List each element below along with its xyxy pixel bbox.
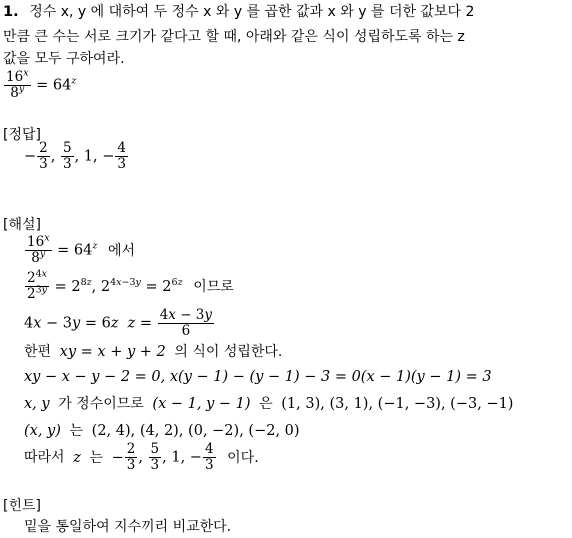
xy-eun: 은 — [259, 396, 273, 412]
hint-text: 밑을 통일하여 지수끼리 비교한다. — [24, 519, 232, 535]
solution-step-6 — [24, 395, 513, 413]
final-pre: 따라서 — [24, 449, 65, 466]
hanpyeon-tail: 의 식이 성립한다. — [174, 344, 283, 360]
problem-number: 1. — [3, 4, 19, 20]
solution-step-7 — [24, 422, 300, 440]
xy-vals: (1, 3), (3, 1), (−1, −3), (−3, −1) — [281, 396, 514, 412]
word-hanpyeon: 한편 — [24, 344, 52, 360]
solution-step-4 — [24, 343, 282, 361]
pairs-pre: (x, y) — [24, 423, 61, 439]
solution-heading: [해설] — [3, 217, 41, 233]
final-z: z — [73, 449, 81, 466]
problem-line-3: 값을 모두 구하여라. — [3, 51, 125, 67]
hint-heading: [힌트] — [3, 498, 41, 514]
final-neun: 는 — [89, 449, 103, 466]
final-tail: 이다. — [227, 449, 259, 466]
xy-mid: 가 정수이므로 — [58, 396, 144, 412]
problem-text-1: 정수 x, y 에 대하여 두 정수 x 와 y 를 곱한 값과 x 와 y 를 더한 값보다 2 — [29, 4, 475, 20]
solution-step-8: 따라서 z 는 − $\frac{2}{3}$ , $\frac{5}{3}$ , 1, − $\frac{4}{3}$ 이다. — [24, 441, 259, 473]
xy-pre: x, y — [24, 396, 50, 412]
problem-equation: $\frac{16^x}{8^y}$ = $64^z$ — [6, 67, 77, 101]
problem-line-1 — [3, 3, 474, 21]
pairs-vals: (2, 4), (4, 2), (0, −2), (−2, 0) — [91, 423, 300, 439]
xy-pair: (x − 1, y − 1) — [152, 396, 251, 412]
solution-step-3: 4x − 3y = 6z z = $\frac{4x - 3y}{6}$ — [24, 307, 213, 339]
problem-line-2: 만큼 큰 수는 서로 크기가 같다고 할 때, 아래와 같은 식이 성립하도록 하는 z — [3, 29, 465, 45]
answer-heading: [정답] — [3, 127, 41, 143]
hanpyeon-eq: xy = x + y + 2 — [59, 344, 166, 360]
solution-step-1: $\frac{16^x}{8^y}$ = $64^z$ 에서 — [27, 232, 136, 266]
word-imeuro: 이므로 — [193, 278, 234, 295]
word-eseo: 에서 — [108, 242, 136, 259]
pairs-neun: 는 — [69, 423, 84, 439]
answer-values: − $\frac{2}{3}$ , $\frac{5}{3}$ , 1, − $\frac{4}{3}$ — [24, 140, 126, 172]
solution-step-2: $\frac{2^{4x}}{2^{3y}}$ = $2^{8z}$, $2^{4x-3y} = 2^{6z}$ 이므로 — [27, 268, 234, 302]
solution-step-5: xy − x − y − 2 = 0, x(y − 1) − (y − 1) − 3 = 0(x − 1)(y − 1) = 3 — [24, 369, 492, 385]
